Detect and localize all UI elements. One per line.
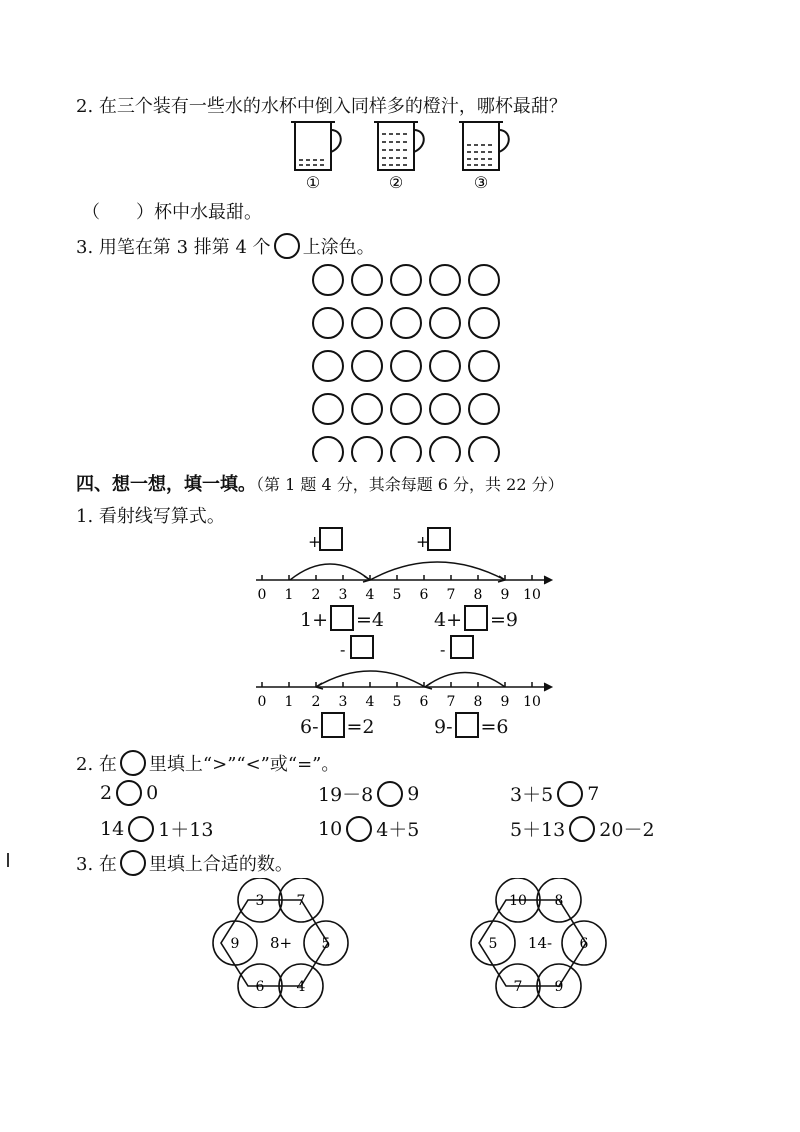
axis-arrow (544, 576, 552, 584)
section4-header-line (76, 470, 564, 496)
tick-label: 7 (446, 587, 456, 603)
compare-circle[interactable] (377, 781, 403, 807)
compare-item-5: 10 4＋5 (318, 817, 420, 841)
grid-circle[interactable] (430, 394, 460, 424)
q2-answer-text: 杯中水最甜。 (154, 202, 262, 223)
cup-3 (459, 122, 509, 170)
cup-label-1: ① (305, 173, 321, 190)
compare-item-1: 2 0 (100, 782, 159, 804)
jump-arc-1 (290, 564, 370, 580)
tick-label: 2 (311, 694, 321, 710)
compare-circle[interactable] (346, 816, 372, 842)
section4-header: 四、想一想，填一填。 (76, 474, 256, 495)
answer-box[interactable] (330, 605, 354, 631)
grid-circle[interactable] (352, 437, 382, 462)
grid-circle[interactable] (391, 351, 421, 381)
cups-figure (285, 118, 525, 190)
circle-grid (308, 262, 508, 462)
grid-circle[interactable] (352, 265, 382, 295)
grid-circle[interactable] (469, 437, 499, 462)
tick-label: 10 (523, 694, 541, 710)
circle-icon (120, 750, 146, 776)
grid-circle[interactable] (469, 394, 499, 424)
number-line-1 (250, 522, 570, 612)
grid-circle[interactable] (313, 265, 343, 295)
grid-circle[interactable] (313, 394, 343, 424)
compare-item-4: 14 1＋13 (100, 817, 214, 841)
tick-label: 4 (365, 694, 375, 710)
grid-circle[interactable] (430, 437, 460, 462)
op-sign-4: - (440, 640, 446, 659)
answer-box[interactable] (428, 528, 450, 550)
tick-label: 4 (365, 587, 375, 603)
grid-circle[interactable] (352, 308, 382, 338)
circle-icon (120, 850, 146, 876)
ring-number: 4 (296, 979, 306, 995)
ring1-center: 8+ (269, 934, 293, 952)
grid-circle[interactable] (430, 351, 460, 381)
ring-number: 8 (554, 893, 564, 909)
q3-prefix: 3. 用笔在第 3 排第 4 个 (76, 237, 271, 258)
sub1-title: 1. 看射线写算式。 (76, 506, 225, 527)
number-ring-1 (210, 878, 360, 1008)
grid-circle[interactable] (391, 437, 421, 462)
ring2-center: 14- (527, 934, 553, 952)
tick-label: 0 (257, 587, 267, 603)
answer-box[interactable] (351, 636, 373, 658)
jump-arc-4 (425, 673, 505, 688)
ring-number: 5 (488, 936, 498, 952)
jump-arc-2 (370, 562, 505, 580)
number-ring-2 (468, 878, 618, 1008)
nl1-equation-a: 1+ =4 (300, 605, 384, 631)
op-sign-1: + (308, 532, 322, 551)
cup-2 (374, 122, 424, 170)
grid-circle[interactable] (469, 308, 499, 338)
nl2-equation-a: 6- =2 (300, 712, 375, 738)
cup-label-3: ③ (473, 173, 489, 190)
answer-box[interactable] (464, 605, 488, 631)
answer-box[interactable] (455, 712, 479, 738)
ring-number: 10 (509, 893, 527, 909)
compare-item-3: 3＋5 7 (510, 782, 600, 806)
tick-label: 6 (419, 694, 429, 710)
scan-mark (7, 853, 9, 867)
tick-label: 5 (392, 694, 402, 710)
grid-circle[interactable] (469, 265, 499, 295)
grid-circle[interactable] (391, 265, 421, 295)
compare-item-2: 19－8 9 (318, 782, 420, 806)
grid-circle[interactable] (352, 394, 382, 424)
cup-label-2: ② (388, 173, 404, 190)
grid-circle[interactable] (313, 308, 343, 338)
tick-label: 6 (419, 587, 429, 603)
answer-box[interactable] (451, 636, 473, 658)
tick-label: 0 (257, 694, 267, 710)
circle-icon (274, 233, 300, 259)
compare-item-6: 5＋13 20－2 (510, 815, 655, 842)
tick-label: 5 (392, 587, 402, 603)
section4-score-note: （第 1 题 4 分，其余每题 6 分，共 22 分） (256, 475, 564, 494)
q3-title (76, 233, 375, 259)
grid-circle[interactable] (430, 308, 460, 338)
grid-circle[interactable] (469, 351, 499, 381)
tick-label: 2 (311, 587, 321, 603)
nl2-equation-b: 9- =6 (434, 712, 509, 738)
number-line-2 (250, 630, 570, 715)
tick-label: 8 (473, 694, 483, 710)
tick-label: 7 (446, 694, 456, 710)
grid-circle[interactable] (352, 351, 382, 381)
grid-circle[interactable] (391, 308, 421, 338)
grid-circle[interactable] (391, 394, 421, 424)
compare-circle[interactable] (569, 816, 595, 842)
ring-number: 5 (321, 936, 331, 952)
op-sign-3: - (340, 640, 346, 659)
tick-label: 3 (338, 694, 348, 710)
axis-arrow (544, 683, 552, 691)
tick-label: 3 (338, 587, 348, 603)
grid-circle[interactable] (313, 351, 343, 381)
tick-label: 1 (284, 694, 294, 710)
grid-circle[interactable] (430, 265, 460, 295)
nl1-equation-b: 4+ =9 (434, 605, 518, 631)
compare-circle[interactable] (128, 816, 154, 842)
ring-number: 3 (255, 893, 265, 909)
q2-answer-line (82, 198, 262, 224)
ring-number: 9 (230, 936, 240, 952)
grid-circle[interactable] (313, 437, 343, 462)
tick-label: 8 (473, 587, 483, 603)
tick-label: 1 (284, 587, 294, 603)
ring-number: 7 (296, 893, 306, 909)
compare-circle[interactable] (557, 781, 583, 807)
sub2-title: 2. 在 里填上“>”“<”或“=”。 (76, 750, 339, 776)
op-sign-2: + (416, 532, 430, 551)
q2-title: 2. 在三个装有一些水的水杯中倒入同样多的橙汁，哪杯最甜？ (76, 96, 567, 117)
ring-number: 6 (579, 936, 589, 952)
compare-circle[interactable] (116, 780, 142, 806)
q3-suffix: 上涂色。 (302, 237, 375, 258)
ring-number: 6 (255, 979, 265, 995)
answer-blank[interactable]: （ ） (82, 202, 154, 223)
tick-label: 10 (523, 587, 541, 603)
ring-number: 9 (554, 979, 564, 995)
answer-box[interactable] (320, 528, 342, 550)
cup-1 (291, 122, 341, 170)
tick-label: 9 (500, 587, 510, 603)
ring-number: 7 (513, 979, 523, 995)
sub3-title: 3. 在 里填上合适的数。 (76, 850, 293, 876)
tick-label: 9 (500, 694, 510, 710)
answer-box[interactable] (321, 712, 345, 738)
